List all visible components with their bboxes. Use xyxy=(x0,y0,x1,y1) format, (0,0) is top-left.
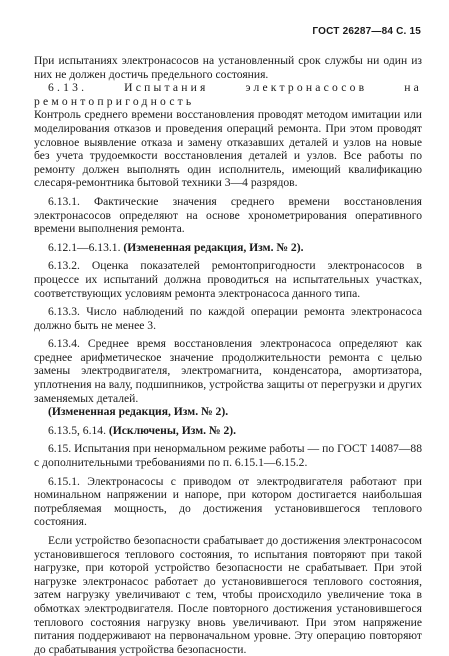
paragraph-safety-device: Если устройство безопасности срабатывает до достижения электронасосом установившегося теплового состояния, то испытания повторяют при такой нагрузке, при которой устройство безопасности не срабатывает. При этой нагрузке электронасос работает до установившегося теплового состояния, затем нагрузку увеличивают с тем, чтобы происходило увеличение тока в обмотках электродвигателя. После повторного достижения установившегося теплового состояния нагрузку вновь увеличивают. При этом напряжение питания поддерживают на первоначальном уровне. Эту операцию повторяют до срабатывания устройства безопасности. xyxy=(34,534,422,656)
paragraph-6-13-2: 6.13.2. Оценка показателей ремонтопригодности электронасосов в процессе их испытаний должна проводиться на испытательных участках, соответствующих условиям ремонта электронасоса данного типа. xyxy=(34,259,422,300)
paragraph-6-15-1: 6.15.1. Электронасосы с приводом от электродвигателя работают при номинальном напряжении и напоре, при котором достигается наибольшая потребляемая мощность, до достижения установившегося теплового состояния. xyxy=(34,474,422,529)
paragraph-service-life: При испытаниях электронасосов на установленный срок службы ни один из них не должен достичь предельного состояния. xyxy=(34,54,422,81)
document-body xyxy=(34,54,422,656)
section-6-13-title: 6.13. Испытания электронасосов на ремонтопригодность xyxy=(34,81,422,108)
clause-number: 6.13.5, 6.14. xyxy=(48,423,106,437)
paragraph-recovery-time-control: Контроль среднего времени восстановления проводят методом имитации или моделирования отказов и проведения операций ремонта. При этом проводят условное выявление отказа и замену отказавших деталей и узлов на новые без учета трудоемкости восстановления деталей и узлов. Все работы по ремонту должен выполнять один исполнитель, имеющий квалификацию слесаря-ремонтника бытовой техники 3—4 разрядов. xyxy=(34,108,422,190)
paragraph-6-15: 6.15. Испытания при ненормальном режиме работы — по ГОСТ 14087—88 с дополнительными требованиями по п. 6.15.1—6.15.2. xyxy=(34,442,422,470)
paragraph-6-13-1: 6.13.1. Фактические значения среднего времени восстановления электронасосов определяют на основе хронометрирования оперативного времени выполнения ремонта. xyxy=(34,194,422,236)
excluded-note: (Исключены, Изм. № 2). xyxy=(108,423,237,437)
paragraph-6-13-5-excluded xyxy=(34,424,422,438)
paragraph-6-13-4: 6.13.4. Среднее время восстановления электронасоса определяют как среднее арифметическое значение продолжительности ремонта с целью замены электродвигателя, электромагнита, конденсатора, амортизатора, уплотнения на валу, подшипников, устройства защиты от перегрузки и других заменяемых деталей. xyxy=(34,337,422,405)
page-header: ГОСТ 26287—84 С. 15 xyxy=(312,26,421,37)
amendment-note: (Измененная редакция, Изм. № 2). xyxy=(123,240,304,254)
paragraph-6-12-1-amendment xyxy=(34,241,422,255)
clause-number: 6.12.1—6.13.1. xyxy=(48,240,121,254)
paragraph-6-13-3: 6.13.3. Число наблюдений по каждой операции ремонта электронасоса должно быть не менее 3. xyxy=(34,305,422,332)
amendment-note-2: (Измененная редакция, Изм. № 2). xyxy=(48,405,229,419)
